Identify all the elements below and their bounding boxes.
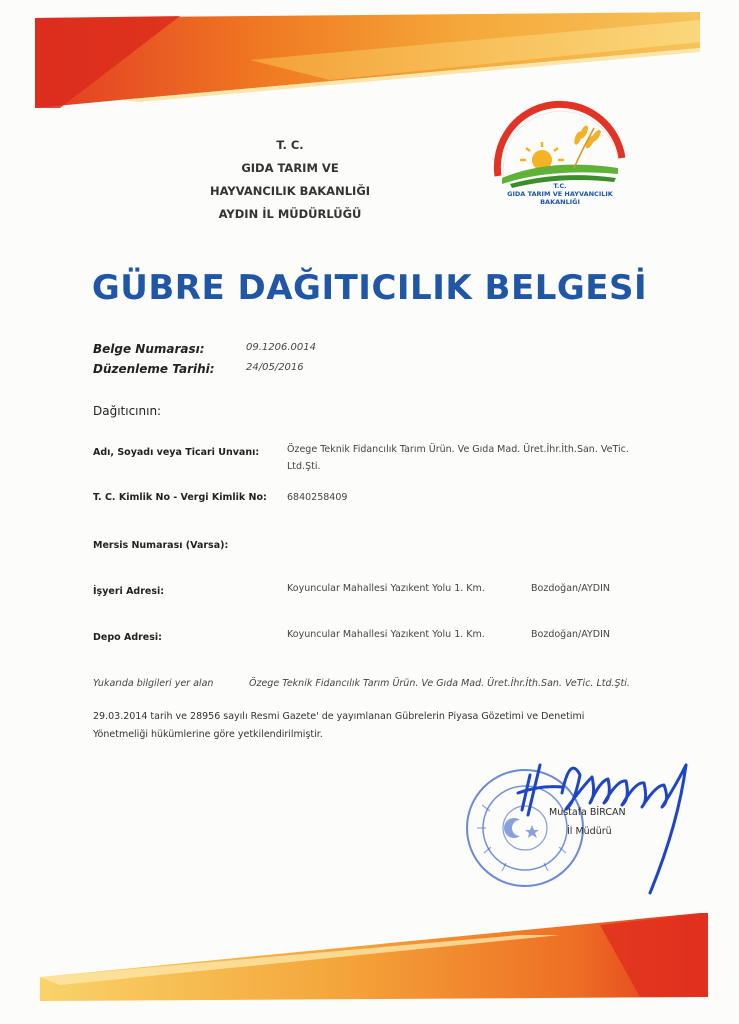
bottom-decorative-band [0,905,739,1015]
document-title: GÜBRE DAĞITICILIK BELGESİ [91,268,648,308]
mersis-number-label: Mersis Numarası (Varsa): [93,540,229,551]
sun-wheat-icon [490,98,630,188]
signatory-role: İl Müdürü [567,826,612,837]
statement-line1: 29.03.2014 tarih ve 28956 sayılı Resmi Gazete' de yayımlanan Gübrelerin Piyasa Gözetimi ve Denetimi [93,711,585,722]
trade-name-value-line1: Özege Teknik Fidancılık Tarım Ürün. Ve Gıda Mad. Üret.İhr.İth.San. VeTic. [287,444,629,455]
issue-date-value: 24/05/2016 [246,362,304,373]
certificate-number-value: 09.1206.0014 [246,342,316,353]
statement-line2: Yönetmeliği hükümlerine göre yetkilendirilmiştir. [93,729,323,740]
depot-address-street: Koyuncular Mahallesi Yazıkent Yolu 1. Km. [287,629,485,640]
certificate-number-label: Belge Numarası: [93,342,205,356]
depot-address-city: Bozdoğan/AYDIN [531,629,611,640]
workplace-address-city: Bozdoğan/AYDIN [531,583,611,594]
statement-company: Özege Teknik Fidancılık Tarım Ürün. Ve Gıda Mad. Üret.İhr.İth.San. VeTic. Ltd.Şti. [249,678,630,689]
trade-name-label: Adı, Soyadı veya Ticari Unvanı: [93,447,260,458]
logo-text-tc: T.C. [553,182,567,190]
depot-address-label: Depo Adresi: [93,632,162,643]
logo-text-ministry: GIDA TARIM VE HAYVANCILIK [507,190,613,198]
tax-id-value: 6840258409 [287,492,348,503]
workplace-address-label: İşyeri Adresi: [93,586,165,597]
workplace-address-street: Koyuncular Mahallesi Yazıkent Yolu 1. Km. [287,583,485,594]
header-tc: T. C. [276,138,304,152]
logo-text-bakanlik: BAKANLIĞI [540,198,580,206]
tax-id-label: T. C. Kimlik No - Vergi Kimlik No: [93,492,267,503]
trade-name-value-line2: Ltd.Şti. [287,461,321,472]
statement-intro: Yukarıda bilgileri yer alan [93,678,214,689]
header-directorate: AYDIN İL MÜDÜRLÜĞÜ [218,207,362,221]
distributor-heading: Dağıtıcının: [93,404,162,418]
signatory-name: Mustafa BİRCAN [549,807,626,818]
ministry-logo [490,98,630,213]
header-ministry-line2: HAYVANCILIK BAKANLIĞI [209,184,371,198]
issue-date-label: Düzenleme Tarihi: [93,362,215,376]
header-ministry-line1: GIDA TARIM VE [241,161,339,175]
